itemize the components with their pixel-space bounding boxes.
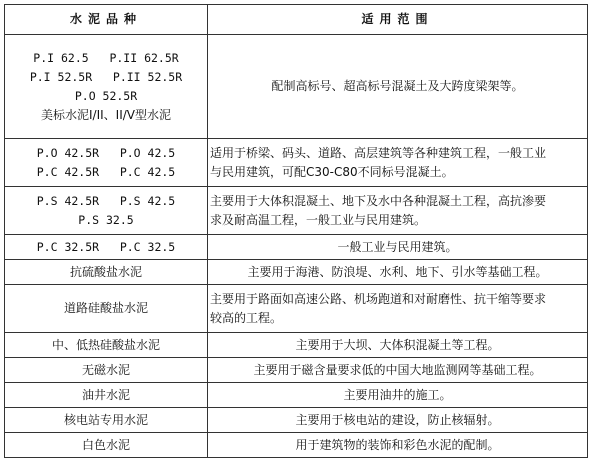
application-scope-line: 主要用于路面如高速公路、机场跑道和对耐磨性、抗干缩等要求 xyxy=(210,291,547,306)
table-row xyxy=(5,285,588,333)
table-row xyxy=(5,433,588,458)
application-scope-line: 一般工业与民用建筑。 xyxy=(337,239,458,254)
header-application-scope: 适用范围 xyxy=(208,5,588,35)
application-scope-line: 与民用建筑，可配C30-C80不同标号混凝土。 xyxy=(210,164,454,179)
cement-type-line: 白色水泥 xyxy=(81,437,130,452)
cement-type-line: 中、低热硅酸盐水泥 xyxy=(51,337,160,352)
cement-type-line: P.O 52.5R xyxy=(74,88,138,103)
application-scope-line: 适用于桥梁、码头、道路、高层建筑等各种建筑工程，一般工业 xyxy=(210,145,547,160)
table-row xyxy=(5,35,588,139)
application-scope-cell xyxy=(208,358,588,383)
cement-type-cell xyxy=(5,285,208,333)
application-scope-cell xyxy=(208,433,588,458)
cement-application-table xyxy=(4,4,588,458)
application-scope-line: 主要用油井的施工。 xyxy=(343,387,452,402)
cement-type-line: 美标水泥I/II、II/V型水泥 xyxy=(41,107,171,122)
cement-type-cell xyxy=(5,408,208,433)
application-scope-cell xyxy=(208,333,588,358)
cement-type-cell xyxy=(5,333,208,358)
cement-type-line: P.I 62.5 P.II 62.5R xyxy=(33,50,179,65)
cement-type-cell xyxy=(5,235,208,260)
cement-type-cell xyxy=(5,35,208,139)
cement-type-line: 无磁水泥 xyxy=(81,362,130,377)
table-row xyxy=(5,408,588,433)
table-row xyxy=(5,383,588,408)
application-scope-cell xyxy=(208,235,588,260)
application-scope-cell xyxy=(208,35,588,139)
application-scope-line: 配制高标号、超高标号混凝土及大跨度梁架等。 xyxy=(271,79,524,93)
application-scope-cell xyxy=(208,187,588,235)
table-body xyxy=(5,35,588,458)
cement-type-cell xyxy=(5,260,208,285)
cement-type-line: 抗硫酸盐水泥 xyxy=(69,264,142,279)
application-scope-line: 用于建筑物的装饰和彩色水泥的配制。 xyxy=(295,437,500,452)
table-row xyxy=(5,333,588,358)
application-scope-line: 主要用于海港、防浪堤、水利、地下、引水等基础工程。 xyxy=(247,264,548,279)
header-cement-type: 水泥品种 xyxy=(5,5,208,35)
cement-type-line: P.O 42.5R P.O 42.5 xyxy=(36,145,176,160)
cement-type-cell xyxy=(5,187,208,235)
application-scope-line: 较高的工程。 xyxy=(210,310,283,325)
application-scope-cell xyxy=(208,408,588,433)
cement-type-line: P.C 42.5R P.C 42.5 xyxy=(36,164,176,179)
application-scope-cell xyxy=(208,285,588,333)
table-row xyxy=(5,187,588,235)
application-scope-line: 主要用于核电站的建设，防止核辐射。 xyxy=(295,412,500,427)
application-scope-cell xyxy=(208,139,588,187)
cement-type-line: P.C 32.5R P.C 32.5 xyxy=(36,239,176,254)
application-scope-line: 求及耐高温工程，一般工业与民用建筑。 xyxy=(210,212,427,227)
cement-type-cell xyxy=(5,383,208,408)
cement-type-line: 核电站专用水泥 xyxy=(63,412,148,427)
application-scope-cell xyxy=(208,260,588,285)
cement-type-line: 道路硅酸盐水泥 xyxy=(63,301,148,315)
cement-type-cell xyxy=(5,433,208,458)
application-scope-line: 主要用于大坝、大体积混凝土等工程。 xyxy=(295,337,500,352)
cement-type-line: P.I 52.5R P.II 52.5R xyxy=(29,69,183,84)
header-row xyxy=(5,5,588,35)
table-row xyxy=(5,139,588,187)
cement-type-line: 油井水泥 xyxy=(81,387,130,402)
cement-type-cell xyxy=(5,358,208,383)
cement-type-line: P.S 42.5R P.S 42.5 xyxy=(36,193,176,208)
application-scope-line: 主要用于大体积混凝土、地下及水中各种混凝土工程，高抗渗要 xyxy=(210,193,547,208)
cement-type-line: P.S 32.5 xyxy=(78,212,134,227)
table-row xyxy=(5,260,588,285)
application-scope-line: 主要用于磁含量要求低的中国大地监测网等基础工程。 xyxy=(253,362,542,377)
cement-type-cell xyxy=(5,139,208,187)
table-row xyxy=(5,358,588,383)
table-row xyxy=(5,235,588,260)
application-scope-cell xyxy=(208,383,588,408)
